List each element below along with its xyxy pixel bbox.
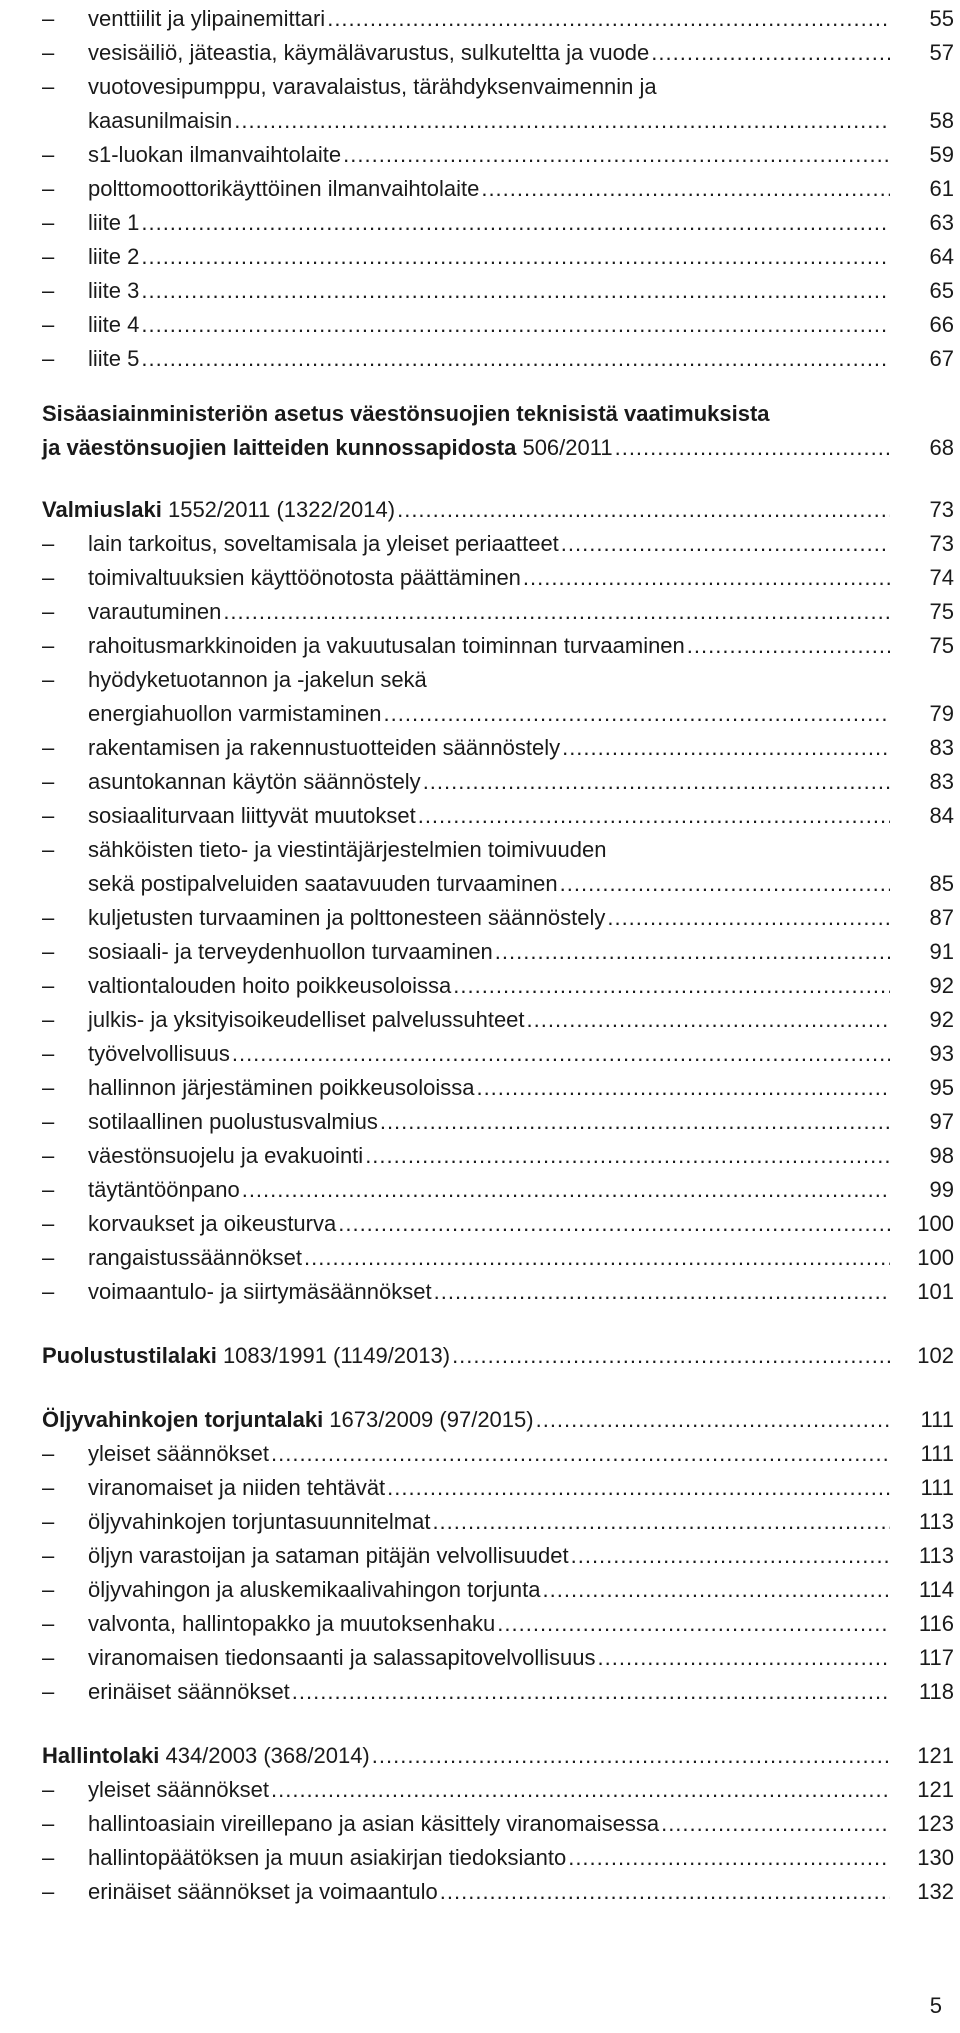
dash-marker: – <box>42 1845 55 1870</box>
dash-marker: – <box>42 837 55 862</box>
dash-marker: – <box>42 1441 55 1466</box>
toc-entry-title: erinäiset säännökset <box>88 1679 290 1704</box>
toc-entry-title: rakentamisen ja rakennustuotteiden säännöstely <box>88 735 561 760</box>
toc-page-number: 101 <box>917 1279 954 1304</box>
dash-marker: – <box>42 1245 55 1270</box>
toc-page-number: 83 <box>929 769 954 794</box>
dash-marker: – <box>42 1509 55 1534</box>
dot-leader <box>561 527 890 561</box>
dot-leader <box>615 431 890 465</box>
dash-marker: – <box>42 244 55 269</box>
toc-page-number: 100 <box>917 1211 954 1236</box>
dash-marker: – <box>42 176 55 201</box>
dash-marker: – <box>42 973 55 998</box>
toc-entry-title: asuntokannan käytön säännöstely <box>88 769 421 794</box>
dot-leader <box>440 1875 890 1909</box>
toc-page-number: 57 <box>929 40 954 65</box>
toc-entry[interactable] <box>42 1841 954 1875</box>
toc-entry[interactable] <box>42 1105 954 1139</box>
toc-entry[interactable] <box>42 935 954 969</box>
dash-marker: – <box>42 599 55 624</box>
dash-marker: – <box>42 1679 55 1704</box>
toc-page-number: 87 <box>929 905 954 930</box>
toc-entry-title: viranomaisen tiedonsaanti ja salassapitovelvollisuus <box>88 1645 596 1670</box>
toc-entry[interactable] <box>42 969 954 1003</box>
dash-marker: – <box>42 1811 55 1836</box>
toc-entry[interactable] <box>42 172 954 206</box>
toc-entry[interactable] <box>42 663 954 731</box>
dot-leader <box>562 731 890 765</box>
toc-page-number: 121 <box>917 1777 954 1802</box>
toc-section-entry[interactable] <box>42 1339 954 1373</box>
statute-reference: 1083/1991 (1149/2013) <box>216 1343 451 1368</box>
section-heading: Hallintolaki <box>42 1743 160 1768</box>
toc-entry-title: hallintopäätöksen ja muun asiakirjan tiedoksianto <box>88 1845 567 1870</box>
dot-leader <box>292 1675 890 1709</box>
toc-entry[interactable] <box>42 1071 954 1105</box>
dash-marker: – <box>42 1041 55 1066</box>
dot-leader <box>536 1403 890 1437</box>
dot-leader <box>687 629 890 663</box>
toc-entry-title: viranomaiset ja niiden tehtävät <box>88 1475 386 1500</box>
toc-page-number: 118 <box>918 1679 954 1704</box>
toc-entry-title: liite 5 <box>88 346 140 371</box>
toc-entry[interactable] <box>42 1437 954 1471</box>
dot-leader <box>432 1505 890 1539</box>
toc-entry-title: yleiset säännökset <box>88 1441 269 1466</box>
toc-page-number: 63 <box>929 210 954 235</box>
toc-entry-title: hallinnon järjestäminen poikkeusoloissa <box>88 1075 475 1100</box>
toc-page-number: 114 <box>918 1577 954 1602</box>
dot-leader <box>453 969 890 1003</box>
toc-entry-title: öljyn varastoijan ja sataman pitäjän velvollisuudet <box>88 1543 569 1568</box>
toc-page-number: 121 <box>917 1743 954 1768</box>
toc-entry[interactable] <box>42 70 954 138</box>
toc-entry-title: hallintoasiain vireillepano ja asian käsittely viranomaisessa <box>88 1811 660 1836</box>
toc-page-number: 92 <box>929 973 954 998</box>
dot-leader <box>232 1037 890 1071</box>
section-heading: Öljyvahinkojen torjuntalaki <box>42 1407 324 1432</box>
dot-leader <box>304 1241 890 1275</box>
toc-entry-title: erinäiset säännökset ja voimaantulo <box>88 1879 438 1904</box>
toc-page-number: 73 <box>929 497 954 522</box>
toc-entry-title: s1-luokan ilmanvaihtolaite <box>88 142 342 167</box>
dash-marker: – <box>42 735 55 760</box>
toc-entry[interactable] <box>42 240 954 274</box>
dash-marker: – <box>42 1777 55 1802</box>
page-number: 5 <box>929 1993 942 2018</box>
toc-entry-title: sekä postipalveluiden saatavuuden turvaaminen <box>88 871 558 896</box>
toc-entry-title: valtiontalouden hoito poikkeusoloissa <box>88 973 452 998</box>
toc-entry[interactable] <box>42 206 954 240</box>
toc-entry-title: liite 3 <box>88 278 140 303</box>
dot-leader <box>343 138 890 172</box>
dot-leader <box>327 2 890 36</box>
toc-section-entry[interactable] <box>42 1739 954 1773</box>
toc-entry-title: sosiaaliturvaan liittyvät muutokset <box>88 803 416 828</box>
dash-marker: – <box>42 312 55 337</box>
dot-leader <box>365 1139 890 1173</box>
toc-entry-title: liite 2 <box>88 244 140 269</box>
toc-page-number: 83 <box>929 735 954 760</box>
toc-entry-title-line1: sähköisten tieto- ja viestintäjärjestelmien toimivuuden <box>88 837 607 862</box>
dash-marker: – <box>42 1611 55 1636</box>
dot-leader <box>481 172 890 206</box>
toc-page-number: 74 <box>929 565 954 590</box>
toc-page-number: 116 <box>918 1611 954 1636</box>
dot-leader <box>497 1607 890 1641</box>
toc-entry-title: sotilaallinen puolustusvalmius <box>88 1109 378 1134</box>
dash-marker: – <box>42 531 55 556</box>
toc-entry-title: energiahuollon varmistaminen <box>88 701 382 726</box>
toc-entry[interactable] <box>42 629 954 663</box>
toc-entry-title-line1: vuotovesipumppu, varavalaistus, tärähdyksenvaimennin ja <box>88 74 657 99</box>
toc-page-number: 68 <box>929 435 954 460</box>
toc-page-number: 61 <box>929 176 954 201</box>
dash-marker: – <box>42 278 55 303</box>
toc-page-number: 130 <box>917 1845 954 1870</box>
toc-page-number: 65 <box>929 278 954 303</box>
toc-entry-title: vesisäiliö, jäteastia, käymälävarustus, sulkuteltta ja vuode <box>88 40 650 65</box>
toc-entry-title-line1: hyödyketuotannon ja -jakelun sekä <box>88 667 427 692</box>
toc-entry[interactable] <box>42 1173 954 1207</box>
dot-leader <box>234 104 890 138</box>
dot-leader <box>607 901 890 935</box>
toc-entry-title: kaasunilmaisin <box>88 108 233 133</box>
toc-page-number: 59 <box>929 142 954 167</box>
dash-marker: – <box>42 667 55 692</box>
statute-reference: 1673/2009 (97/2015) <box>323 1407 534 1432</box>
section-heading-line1: Sisäasiainministeriön asetus väestönsuojien teknisistä vaatimuksista <box>42 401 770 426</box>
toc-entry-title: julkis- ja yksityisoikeudelliset palvelussuhteet <box>88 1007 525 1032</box>
toc-entry[interactable] <box>42 833 954 901</box>
dash-marker: – <box>42 346 55 371</box>
toc-page-number: 111 <box>920 1475 954 1500</box>
dash-marker: – <box>42 1543 55 1568</box>
toc-page-number: 111 <box>920 1441 954 1466</box>
dash-marker: – <box>42 1177 55 1202</box>
toc-page-number: 95 <box>929 1075 954 1100</box>
toc-entry[interactable] <box>42 561 954 595</box>
toc-entry-title: rahoitusmarkkinoiden ja vakuutusalan toiminnan turvaaminen <box>88 633 685 658</box>
toc-entry[interactable] <box>42 765 954 799</box>
toc-page-number: 85 <box>929 871 954 896</box>
dot-leader <box>523 561 890 595</box>
dot-leader <box>141 342 890 376</box>
toc-entry-title: rangaistussäännökset <box>88 1245 303 1270</box>
dot-leader <box>418 799 890 833</box>
toc-page-number: 92 <box>929 1007 954 1032</box>
dash-marker: – <box>42 1645 55 1670</box>
toc-entry[interactable] <box>42 1471 954 1505</box>
toc-entry[interactable] <box>42 1607 954 1641</box>
toc-page-number: 66 <box>929 312 954 337</box>
dot-leader <box>452 1339 890 1373</box>
toc-entry-title: toimivaltuuksien käyttöönotosta päättäminen <box>88 565 521 590</box>
dash-marker: – <box>42 1475 55 1500</box>
toc-page-number: 97 <box>929 1109 954 1134</box>
toc-page-number: 84 <box>929 803 954 828</box>
toc-page-number: 132 <box>917 1879 954 1904</box>
toc-entry[interactable] <box>42 2 954 36</box>
toc-entry-title: liite 1 <box>88 210 140 235</box>
dash-marker: – <box>42 1109 55 1134</box>
dash-marker: – <box>42 74 55 99</box>
toc-section-entry[interactable] <box>42 397 954 465</box>
dot-leader <box>397 493 890 527</box>
dot-leader <box>476 1071 890 1105</box>
dot-leader <box>434 1275 890 1309</box>
dot-leader <box>568 1841 890 1875</box>
dot-leader <box>141 308 890 342</box>
toc-page-number: 75 <box>929 599 954 624</box>
dot-leader <box>495 935 890 969</box>
dot-leader <box>141 240 890 274</box>
toc-page-number: 64 <box>929 244 954 269</box>
toc-entry[interactable] <box>42 36 954 70</box>
dash-marker: – <box>42 142 55 167</box>
toc-page-number: 98 <box>929 1143 954 1168</box>
toc-entry[interactable] <box>42 1807 954 1841</box>
toc-page-number: 100 <box>917 1245 954 1270</box>
toc-entry[interactable] <box>42 1675 954 1709</box>
dot-leader <box>423 765 890 799</box>
toc-page-number: 102 <box>917 1343 954 1368</box>
toc-entry-title: öljyvahingon ja aluskemikaalivahingon torjunta <box>88 1577 541 1602</box>
toc-entry[interactable] <box>42 1207 954 1241</box>
toc-entry-title: venttiilit ja ylipainemittari <box>88 6 326 31</box>
dash-marker: – <box>42 1075 55 1100</box>
toc-page-number: 123 <box>917 1811 954 1836</box>
toc-entry[interactable] <box>42 595 954 629</box>
toc-page-number: 117 <box>918 1645 954 1670</box>
toc-entry-title: polttomoottorikäyttöinen ilmanvaihtolaite <box>88 176 480 201</box>
dash-marker: – <box>42 1279 55 1304</box>
toc-entry[interactable] <box>42 1275 954 1309</box>
dash-marker: – <box>42 565 55 590</box>
dash-marker: – <box>42 939 55 964</box>
dash-marker: – <box>42 905 55 930</box>
dash-marker: – <box>42 1007 55 1032</box>
toc-entry[interactable] <box>42 1037 954 1071</box>
dot-leader <box>380 1105 890 1139</box>
toc-entry[interactable] <box>42 799 954 833</box>
dash-marker: – <box>42 769 55 794</box>
dot-leader <box>571 1539 890 1573</box>
toc-page-number: 55 <box>929 6 954 31</box>
toc-entry-title: väestönsuojelu ja evakuointi <box>88 1143 364 1168</box>
toc-entry[interactable] <box>42 1003 954 1037</box>
toc-entry-title: lain tarkoitus, soveltamisala ja yleiset periaatteet <box>88 531 559 556</box>
table-of-contents <box>42 2 954 1909</box>
toc-entry[interactable] <box>42 1641 954 1675</box>
toc-entry[interactable] <box>42 1875 954 1909</box>
dot-leader <box>527 1003 890 1037</box>
section-heading: ja väestönsuojien laitteiden kunnossapidosta <box>42 435 517 460</box>
toc-entry-title: liite 4 <box>88 312 140 337</box>
section-heading: Valmiuslaki <box>42 497 162 522</box>
statute-reference: 434/2003 (368/2014) <box>159 1743 370 1768</box>
dash-marker: – <box>42 1211 55 1236</box>
toc-entry-title: korvaukset ja oikeusturva <box>88 1211 337 1236</box>
toc-page-number: 58 <box>929 108 954 133</box>
dot-leader <box>141 274 890 308</box>
dash-marker: – <box>42 1143 55 1168</box>
toc-page-number: 73 <box>929 531 954 556</box>
toc-section-entry[interactable] <box>42 493 954 527</box>
dot-leader <box>598 1641 890 1675</box>
toc-entry[interactable] <box>42 1573 954 1607</box>
toc-entry-title: voimaantulo- ja siirtymäsäännökset <box>88 1279 432 1304</box>
dash-marker: – <box>42 6 55 31</box>
toc-entry[interactable] <box>42 1241 954 1275</box>
dot-leader <box>141 206 890 240</box>
dot-leader <box>271 1437 890 1471</box>
toc-entry[interactable] <box>42 342 954 376</box>
toc-entry-title: yleiset säännökset <box>88 1777 269 1802</box>
toc-entry-title: valvonta, hallintopakko ja muutoksenhaku <box>88 1611 496 1636</box>
toc-entry-title: täytäntöönpano <box>88 1177 240 1202</box>
toc-entry-title: sosiaali- ja terveydenhuollon turvaaminen <box>88 939 493 964</box>
dash-marker: – <box>42 803 55 828</box>
toc-page-number: 113 <box>918 1543 954 1568</box>
toc-entry[interactable] <box>42 308 954 342</box>
dot-leader <box>661 1807 890 1841</box>
dot-leader <box>223 595 890 629</box>
toc-page-number: 91 <box>929 939 954 964</box>
toc-page-number: 67 <box>929 346 954 371</box>
toc-entry[interactable] <box>42 1773 954 1807</box>
toc-page-number: 79 <box>929 701 954 726</box>
dot-leader <box>338 1207 890 1241</box>
dot-leader <box>543 1573 890 1607</box>
toc-entry-title: kuljetusten turvaaminen ja polttonesteen säännöstely <box>88 905 606 930</box>
toc-page-number: 111 <box>920 1407 954 1432</box>
toc-entry-title: työvelvollisuus <box>88 1041 230 1066</box>
dash-marker: – <box>42 633 55 658</box>
toc-entry-title: varautuminen <box>88 599 222 624</box>
statute-reference: 506/2011 <box>516 435 613 460</box>
toc-page-number: 113 <box>918 1509 954 1534</box>
dot-leader <box>242 1173 890 1207</box>
toc-entry[interactable] <box>42 1505 954 1539</box>
dash-marker: – <box>42 40 55 65</box>
toc-entry[interactable] <box>42 901 954 935</box>
statute-reference: 1552/2011 (1322/2014) <box>161 497 396 522</box>
toc-page-number: 99 <box>929 1177 954 1202</box>
toc-page-number: 75 <box>929 633 954 658</box>
dash-marker: – <box>42 1879 55 1904</box>
toc-entry-title: öljyvahinkojen torjuntasuunnitelmat <box>88 1509 431 1534</box>
section-heading: Puolustustilalaki <box>42 1343 217 1368</box>
toc-section-entry[interactable] <box>42 1403 954 1437</box>
dot-leader <box>384 697 891 731</box>
dash-marker: – <box>42 1577 55 1602</box>
toc-entry[interactable] <box>42 274 954 308</box>
toc-entry[interactable] <box>42 138 954 172</box>
dot-leader <box>372 1739 890 1773</box>
dot-leader <box>387 1471 890 1505</box>
toc-entry[interactable] <box>42 731 954 765</box>
toc-entry[interactable] <box>42 1139 954 1173</box>
toc-entry[interactable] <box>42 1539 954 1573</box>
dot-leader <box>651 36 890 70</box>
dot-leader <box>560 867 890 901</box>
toc-page-number: 93 <box>929 1041 954 1066</box>
dot-leader <box>271 1773 890 1807</box>
toc-entry[interactable] <box>42 527 954 561</box>
dash-marker: – <box>42 210 55 235</box>
